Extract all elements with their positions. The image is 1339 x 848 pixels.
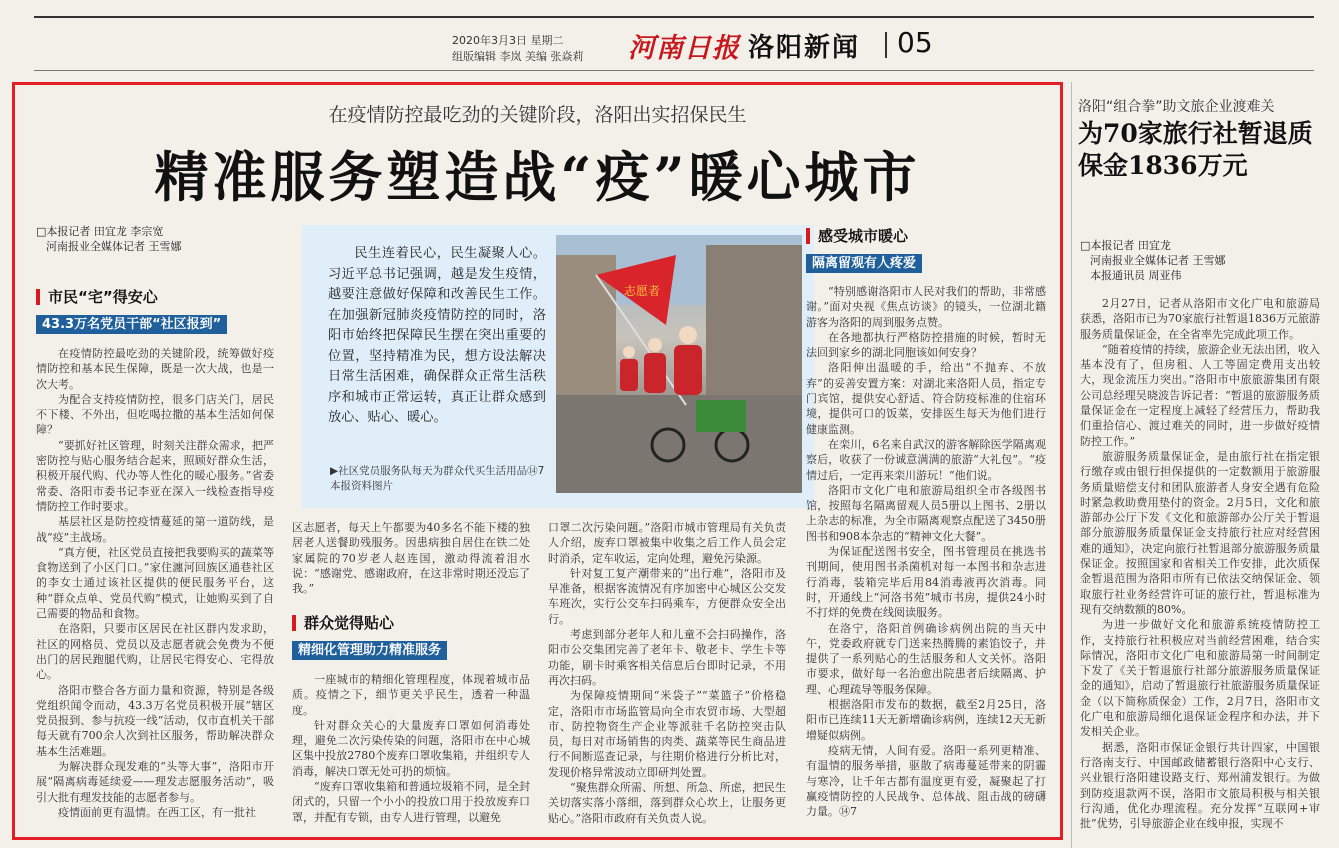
- masthead-top-rule: [34, 16, 1314, 18]
- paragraph: “真方便，社区党员直接把我要购买的蔬菜等食物送到了小区门口。”家住瀍河回族区通巷社区的李女士通过该社区提供的便民服务平台，这种“群众点单、党员代购”模式，让她购买到了自己需要的物品和食物。: [36, 545, 274, 621]
- section3-heading: [806, 228, 908, 244]
- paragraph: 疫病无情，人间有爱。洛阳一系列更精准、有温情的服务举措，驱散了病毒蔓延带来的阴霾与寒冷，让千年古都有温度更有爱，凝聚起了打赢疫情防控的人民战争、总体战、阻击战的磅礴力量。⑭7: [806, 743, 1046, 819]
- paragraph: 在洛阳，只要市区居民在社区群内发求助，社区的网格员、党员以及志愿者就会免费为不便出门的居民跑腿代购，让居民宅得安心、宅得放心。: [36, 622, 274, 682]
- paragraph: 在疫情防控最吃劲的关键阶段，统筹做好疫情防控和基本民生保障，既是一次大战，也是一次大考。: [36, 347, 274, 391]
- section3-tag-wrap: [806, 252, 922, 273]
- byline-line-1: □本报记者 田宜龙: [1080, 239, 1171, 252]
- byline-line-2: 河南报业全媒体记者 王雪娜: [46, 240, 182, 253]
- byline-line-3: 本报通讯员 周亚伟: [1090, 269, 1182, 282]
- byline-line-2: 河南报业全媒体记者 王雪娜: [1090, 254, 1226, 267]
- column-2-top: [292, 520, 530, 598]
- section1-tag: 43.3万名党员干部“社区报到”: [36, 315, 227, 334]
- paragraph: 区志愿者，每天上午都要为40多名不能下楼的独居老人送餐助残服务。因患病独自居住在铁二处家属院的70岁老人赵连国，激动得流着泪水说：“感谢党、感谢政府，在这非常时期还没忘了我。”: [292, 521, 530, 596]
- column-2-bottom: [292, 672, 530, 834]
- paragraph: 洛阳伸出温暖的手，给出“不抛弃、不放弃”的妥善安置方案：对湖北来洛阳人员，指定专门宾馆，提供安心舒适、符合防疫标准的住宿环境，提供可口的饭菜，安排医生每天为他们进行健康监测。: [806, 361, 1046, 436]
- paragraph: 针对复工复产潮带来的“出行难”，洛阳市及早准备，根据客流情况有序加密中心城区公交发车班次，实行公交车扫码乘车，方便群众安全出行。: [548, 566, 786, 626]
- paragraph: “要抓好社区管理，时刻关注群众需求，把严密防控与贴心服务结合起来，照顾好群众生活，积极开展代购、代办等人性化的暖心服务。”省委常委、洛阳市委书记李亚在深入一线检查指导疫情防控工作时要求。: [36, 438, 274, 513]
- paragraph: 基层社区是防控疫情蔓延的第一道防线，是战“疫”主战场。: [36, 515, 274, 544]
- paragraph: 为保障疫情期间“米袋子”“菜篮子”价格稳定，洛阳市市场监管局向全市农贸市场、大型超市、防控物资生产企业等派驻千名防控突击队员，每日对市场销售的肉类、蔬菜等民生商品进行不间断巡查记录，与往期价格进行分析比对，发现价格异常波动立即研判处置。: [548, 689, 786, 779]
- column-3: [548, 520, 786, 834]
- editor-credits: 组版编辑 李岚 美编 张焱莉: [452, 50, 584, 63]
- paragraph: 为进一步做好文化和旅游系统疫情防控工作，支持旅行社积极应对当前经营困难，结合实际情况，洛阳市文化广电和旅游局第一时间制定下发了《关于暂退旅行社部分旅游服务质量保证金的通知》，启动了暂退旅行社旅游服务质量保证金（以下简称质保金）工作，2月7日，洛阳市文化广电和旅游局细化退保证金程序和办法，并下发相关企业。: [1080, 618, 1320, 739]
- paragraph: 针对群众关心的大量废弃口罩如何消毒处理，避免二次污染传染的问题，洛阳市在中心城区集中投放2780个废弃口罩收集箱，并组织专人消毒，解决口罩无处可扔的烦恼。: [292, 718, 530, 778]
- paragraph: 据悉，洛阳市保证金银行共计四家，中国银行洛南支行、中国邮政储蓄银行洛阳中心支行、兴业银行洛阳建设路支行、郑州浦发银行。为做到防疫退款两不误，洛阳市文旅局积极与相关银行沟通，优化办理流程。充分发挥“互联网+审批”优势，引导旅游企业在线申报，实现不: [1080, 740, 1320, 831]
- masthead-divider: [885, 32, 887, 58]
- right-article-headline: 为70家旅行社暂退质保金1836万元: [1078, 119, 1313, 180]
- column-1: [36, 346, 274, 836]
- byline-line-1: □本报记者 田宜龙 李宗宽: [36, 225, 164, 238]
- right-article-kicker: 洛阳“组合拳”助文旅企业渡难关: [1078, 99, 1275, 115]
- paragraph: 在洛宁，洛阳首例确诊病例出院的当天中午，党委政府就专门送来热腾腾的素馅饺子，并提供了一系列贴心的生活服务和人文关怀。洛阳市要求，做好每一名治愈出院患者后续隔离、护理、心理疏导等服务保障。: [806, 621, 1046, 696]
- paragraph: 考虑到部分老年人和儿童不会扫码操作，洛阳市公交集团完善了老年卡、敬老卡、学生卡等功能，刷卡时乘客相关信息后台即时记录，不用再次扫码。: [548, 628, 786, 687]
- masthead-bottom-rule: [34, 70, 1314, 71]
- page-number: 05: [897, 26, 933, 59]
- paragraph: 洛阳市整合各方面力量和资源，特别是各级党组织闻令而动，43.3万名党员积极开展“辖区党员报到、参与抗疫一线”活动，仅市直机关干部每天就有700余人次到社区服务，帮助解决群众基本生活难题。: [36, 683, 274, 758]
- paragraph: 为保证配送图书安全，图书管理员在挑选书刊期间，使用图书杀菌机对每一本图书和杂志进行消毒，装箱完毕后用84消毒液再次消毒。同时，开通线上“河洛书苑”城市书房，提供24小时不打烊的免费在线阅读服务。: [806, 545, 1046, 620]
- paragraph: 口罩二次污染问题。”洛阳市城市管理局有关负责人介绍，废弃口罩被集中收集之后工作人员会定时消杀，定车收运，定向处理，避免污染源。: [548, 521, 786, 565]
- section2-tag: 精细化管理助力精准服务: [292, 641, 447, 660]
- section3-tag: 隔离留观有人疼爱: [806, 254, 922, 273]
- right-article-body: [1080, 296, 1320, 844]
- paragraph: 2月27日，记者从洛阳市文化广电和旅游局获悉，洛阳市已为70家旅行社暂退1836万元旅游服务质量保证金，在全省率先完成此项工作。: [1080, 297, 1320, 341]
- photo-illustration: [556, 235, 802, 493]
- volunteer-photo: [556, 235, 802, 493]
- right-article-byline: [1080, 238, 1226, 283]
- section1-heading: [36, 289, 158, 305]
- paragraph: 一座城市的精细化管理程度，体现着城市品质。疫情之下，细节更关乎民生，透着一种温度。: [292, 673, 530, 717]
- article-kicker: 在疫情防控最吃劲的关键阶段，洛阳出实招保民生: [328, 104, 747, 126]
- section2-heading: [292, 615, 394, 631]
- section1-head: 市民“宅”得安心: [36, 289, 158, 305]
- paragraph: 在各地都执行严格防控措施的时候，暂时无法回到家乡的湖北同胞该如何安身？: [806, 330, 1046, 360]
- paragraph: “特别感谢洛阳市人民对我们的帮助，非常感谢。”面对央视《焦点访谈》的镜头，一位湖北籍游客为洛阳的周到服务点赞。: [806, 285, 1046, 329]
- right-column-rule: [1071, 82, 1072, 848]
- section-name: 洛阳新闻: [748, 33, 861, 63]
- newspaper-logo: 河南日报: [628, 33, 740, 64]
- paragraph: 在栾川，6名来自武汉的游客解除医学隔离观察后，收获了一份诚意满满的旅游“大礼包”。“疫情过后，一定再来栾川游玩！”他们说。: [806, 437, 1046, 482]
- column-4: [806, 284, 1046, 836]
- section2-tag-wrap: [292, 639, 447, 660]
- section3-head: 感受城市暖心: [806, 228, 908, 244]
- paragraph: “聚焦群众所需、所想、所急、所虑，把民生关切落实落小落细，落到群众心坎上，让服务更贴心。”洛阳市政府有关负责人说。: [548, 781, 786, 825]
- intro-text: 民生连着民心，民生凝聚人心。习近平总书记强调，越是发生疫情，越要注意做好保障和改善民生工作。在加强新冠肺炎疫情防控的同时，洛阳市始终把保障民生摆在突出重要的位置，坚持精准为民，想方设法解决日常生活困难，确保群众正常生活秩序和城市正常运转，真正让群众感到放心、贴心、暖心。: [328, 246, 546, 425]
- photo-caption: ▶社区党员服务队每天为群众代买生活用品⑭7 本报资料图片: [330, 465, 545, 492]
- paragraph: “废弃口罩收集箱和普通垃圾箱不同，是全封闭式的，只留一个小小的投放口用于投放废弃口罩，并配有专锁，由专人进行管理，以避免: [292, 780, 530, 824]
- paragraph: “随着疫情的持续，旅游企业无法出团，收入基本没有了，但房租、人工等固定费用支出较大，现金流压力突出。”洛阳市中旅旅游集团有限公司总经理吴晓波告诉记者：“暂退的旅游服务质量保证金在一定程度上减轻了经营压力，帮助我们重拾信心、渡过难关的同时，进一步做好疫情防控工作。”: [1080, 342, 1320, 448]
- section2-head: 群众觉得贴心: [292, 615, 394, 631]
- article-byline: [36, 224, 182, 254]
- paragraph: 疫情面前更有温情。在西工区，有一批社: [58, 805, 256, 819]
- paragraph: 旅游服务质量保证金，是由旅行社在指定银行缴存或由银行担保提供的一定数额用于旅游服务质量赔偿支付和团队旅游者人身安全遇有危险时紧急救助费用垫付的资金。2月5日，文化和旅游部办公厅下发《文化和旅游部办公厅关于暂退部分旅游服务质量保证金支持旅行社应对经营困难的通知》，决定向旅行社暂退部分旅游服务质量保证金。按照国家和省相关工作安排，此次质保金暂退范围为洛阳市所有已依法交纳保证金、领取旅行社业务经营许可证的旅行社，暂退标准为现有交纳数额的80%。: [1080, 449, 1320, 616]
- paragraph: 根据洛阳市发布的数据，截至2月25日，洛阳市已连续11天无新增确诊病例，连续12天无新增疑似病例。: [806, 698, 1046, 742]
- paragraph: 为解决群众现发难的“头等大事”，洛阳市开展“隔离病毒延续爱——理发志愿服务活动”，吸引大批有理发技能的志愿者参与。: [36, 760, 274, 804]
- section1-tag-wrap: [36, 313, 227, 334]
- article-headline: 精准服务塑造战“疫”暖心城市: [154, 145, 921, 209]
- flag-text: 志愿者: [624, 284, 661, 298]
- paragraph: 洛阳市文化广电和旅游局组织全市各级图书馆，按照每名隔离留观人员5册以上图书、2册以上杂志的标准，为全市隔离观察点配送了3450册图书和908本杂志的“精神文化大餐”。: [806, 483, 1046, 543]
- paragraph: 为配合支持疫情防控，很多门店关门，居民不下楼、不外出，但吃喝拉撒的基本生活如何保障？: [36, 392, 274, 437]
- issue-date: 2020年3月3日 星期二: [452, 34, 564, 47]
